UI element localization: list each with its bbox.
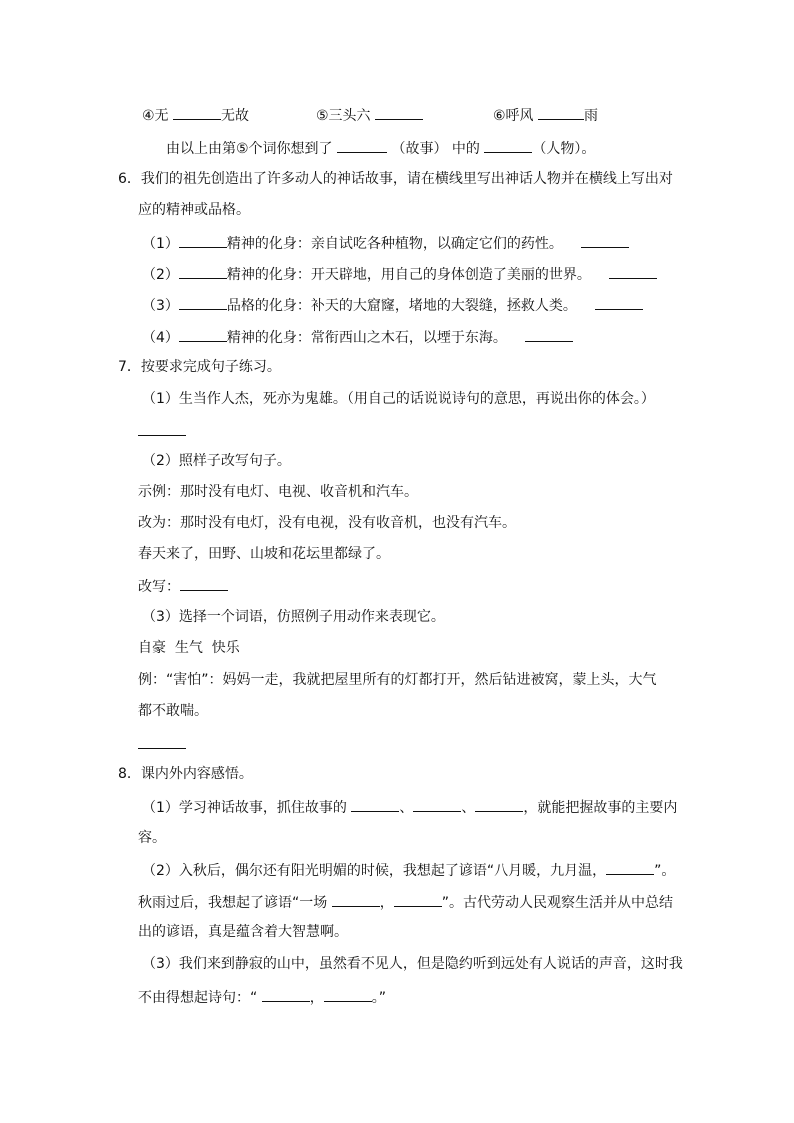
item-text: 精神的化身：开天辟地，用自己的身体创造了美丽的世界。 bbox=[226, 267, 591, 283]
idiom-blank-5[interactable] bbox=[375, 105, 423, 120]
figure-blank[interactable] bbox=[179, 327, 227, 342]
story-blank[interactable] bbox=[337, 138, 387, 153]
followup-prefix: 由以上由第⑤个词你想到了 bbox=[166, 141, 333, 157]
question-7-stem-text: 按要求完成句子练习。 bbox=[140, 359, 281, 375]
trait-blank[interactable] bbox=[525, 327, 573, 342]
answer-blank-sub3[interactable] bbox=[138, 734, 186, 749]
question-8-sub2-line2 bbox=[138, 892, 673, 912]
proverb-blank-2[interactable] bbox=[332, 892, 380, 907]
followup-character-label: （人物）。 bbox=[532, 141, 596, 157]
story-element-blank-2[interactable] bbox=[413, 797, 461, 812]
item-text: 精神的化身：常衔西山之木石，以堙于东海。 bbox=[226, 330, 507, 346]
poem-blank-2[interactable] bbox=[324, 987, 372, 1002]
question-7-sub1: （1）生当作人杰，死亦为鬼雄。（用自己的话说说诗句的意思，再说出你的体会。） bbox=[142, 391, 655, 407]
question-8-stem bbox=[118, 765, 253, 783]
question-8-number: 8． bbox=[118, 766, 141, 782]
example3-line1: 例：“害怕”：妈妈一走，我就把屋里所有的灯都打开，然后钻进被窝，蒙上头，大气 bbox=[138, 672, 657, 688]
sub3-line2-prefix: 不由得想起诗句：“ bbox=[138, 990, 258, 1006]
question-6-stem-line1: 我们的祖先创造出了许多动人的神话故事，请在横线里写出神话人物并在横线上写出对 bbox=[140, 171, 673, 187]
rewrite-blank[interactable] bbox=[180, 576, 228, 591]
idiom-item-4-suffix: 无故 bbox=[221, 108, 250, 124]
figure-blank[interactable] bbox=[179, 233, 227, 248]
sub2-close: ”。 bbox=[654, 863, 676, 879]
question-6-item-4 bbox=[142, 327, 573, 347]
question-8-stem-text: 课内外内容感悟。 bbox=[140, 766, 253, 782]
target-sentence: 春天来了，田野、山坡和花坛里都绿了。 bbox=[138, 546, 390, 562]
comma: ， bbox=[379, 895, 394, 911]
idiom-item-4 bbox=[142, 105, 249, 125]
sub2-line2-suffix: ”。古代劳动人民观察生活并从中总结 bbox=[441, 895, 673, 911]
changed-sentence: 改为：那时没有电灯，没有电视，没有收音机，也没有汽车。 bbox=[138, 515, 516, 531]
question-8-sub1 bbox=[142, 797, 677, 817]
sub2-prefix: （2）入秋后，偶尔还有阳光明媚的时候，我想起了谚语“八月暖，九月温， bbox=[142, 863, 607, 879]
question-8-sub2 bbox=[142, 860, 675, 880]
idiom-item-6 bbox=[493, 105, 598, 125]
story-element-blank-3[interactable] bbox=[475, 797, 523, 812]
sub2-line2-prefix: 秋雨过后，我想起了谚语“一场 bbox=[138, 895, 328, 911]
question-6-stem bbox=[118, 170, 673, 188]
followup-story-label: （故事） bbox=[391, 141, 448, 157]
question-6-item-2 bbox=[142, 264, 657, 284]
question-6-stem-line2: 应的精神或品格。 bbox=[138, 202, 250, 218]
character-blank[interactable] bbox=[484, 138, 532, 153]
rewrite-label: 改写： bbox=[138, 579, 180, 595]
idiom-item-6-prefix: ⑥呼风 bbox=[493, 108, 534, 124]
item-text: 精神的化身：亲自试吃各种植物，以确定它们的药性。 bbox=[226, 236, 563, 252]
comma: ， bbox=[309, 990, 324, 1006]
idiom-blank-6[interactable] bbox=[538, 105, 584, 120]
question-7-number: 7． bbox=[118, 359, 141, 375]
idiom-item-4-prefix: ④无 bbox=[142, 108, 169, 124]
separator: 、 bbox=[399, 800, 414, 816]
question-8-sub1-line2: 容。 bbox=[138, 830, 166, 846]
idiom-followup bbox=[166, 138, 595, 158]
proverb-blank-3[interactable] bbox=[394, 892, 442, 907]
example3-line2: 都不敢喘。 bbox=[138, 703, 208, 719]
item-text: 品格的化身：补天的大窟窿，堵地的大裂缝，拯救人类。 bbox=[226, 298, 577, 314]
trait-blank[interactable] bbox=[595, 295, 643, 310]
poem-blank-1[interactable] bbox=[262, 987, 310, 1002]
question-6-item-1 bbox=[142, 233, 629, 253]
figure-blank[interactable] bbox=[179, 264, 227, 279]
item-label: （1） bbox=[142, 236, 179, 252]
sub3-close: 。” bbox=[371, 990, 386, 1006]
trait-blank[interactable] bbox=[581, 233, 629, 248]
idiom-item-5-prefix: ⑤三头六 bbox=[316, 108, 371, 124]
question-8-sub2-line3: 出的谚语，真是蕴含着大智慧啊。 bbox=[138, 924, 348, 940]
question-8-sub3-line2 bbox=[138, 987, 386, 1007]
item-label: （4） bbox=[142, 330, 179, 346]
separator: 、 bbox=[461, 800, 476, 816]
idiom-item-6-suffix: 雨 bbox=[584, 108, 599, 124]
question-7-sub2: （2）照样子改写句子。 bbox=[142, 453, 291, 469]
answer-line-sub1 bbox=[138, 421, 186, 441]
idiom-item-5 bbox=[316, 105, 423, 125]
item-label: （2） bbox=[142, 267, 179, 283]
rewrite-line bbox=[138, 576, 228, 596]
question-7-sub3: （3）选择一个词语，仿照例子用动作来表现它。 bbox=[142, 609, 445, 625]
item-label: （3） bbox=[142, 298, 179, 314]
question-6-item-3 bbox=[142, 295, 643, 315]
question-7-stem bbox=[118, 358, 281, 376]
word-choices: 自豪 生气 快乐 bbox=[138, 640, 240, 656]
idiom-blank-4[interactable] bbox=[173, 105, 221, 120]
proverb-blank-1[interactable] bbox=[606, 860, 654, 875]
story-element-blank-1[interactable] bbox=[351, 797, 399, 812]
answer-line-sub3 bbox=[138, 734, 186, 754]
question-8-sub3: （3）我们来到静寂的山中，虽然看不见人，但是隐约听到远处有人说话的声音，这时我 bbox=[142, 956, 683, 972]
trait-blank[interactable] bbox=[609, 264, 657, 279]
followup-mid: 中的 bbox=[451, 141, 480, 157]
answer-blank-sub1[interactable] bbox=[138, 421, 186, 436]
figure-blank[interactable] bbox=[179, 295, 227, 310]
sub1-prefix: （1）学习神话故事，抓住故事的 bbox=[142, 800, 347, 816]
sub1-suffix: ，就能把握故事的主要内 bbox=[523, 800, 678, 816]
example-sentence: 示例：那时没有电灯、电视、收音机和汽车。 bbox=[138, 484, 418, 500]
question-6-number: 6． bbox=[118, 171, 141, 187]
